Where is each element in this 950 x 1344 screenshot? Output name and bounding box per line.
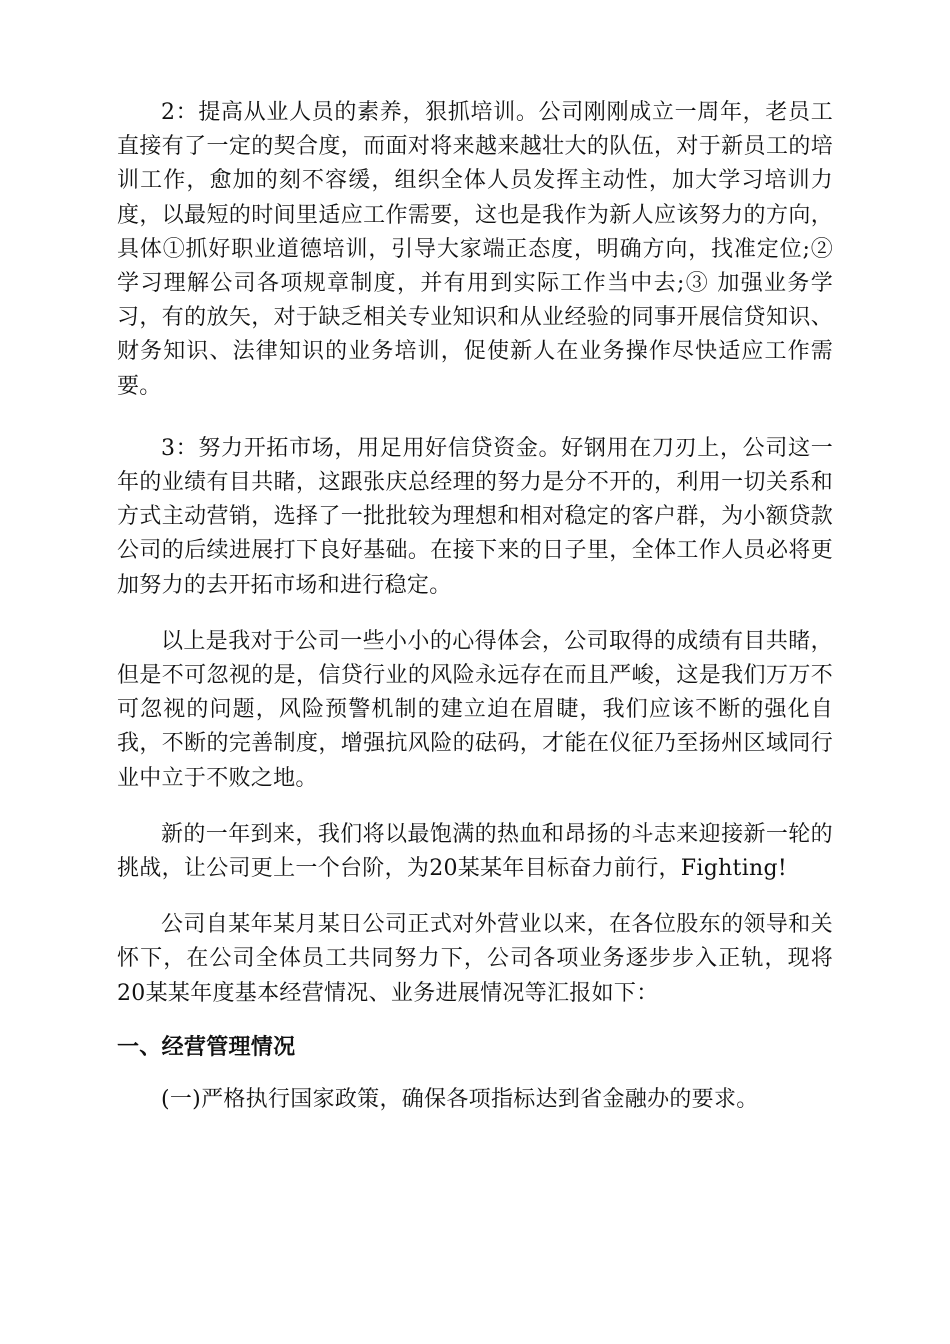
paragraph-market: 3：努力开拓市场，用足用好信贷资金。好钢用在刀刃上，公司这一年的业绩有目共睹，这跟张庆总经理的努力是分不开的，利用一切关系和方式主动营销，选择了一批批较为理想和相对稳定的客户群，为小额贷款公司的后续进展打下良好基础。在接下来的日子里，全体工作人员必将更加努力的去开拓市场和进行稳定。 (117, 435, 833, 598)
subsection-heading: (一)严格执行国家政策，确保各项指标达到省金融办的要求。 (161, 1086, 759, 1112)
paragraph-new-year: 新的一年到来，我们将以最饱满的热血和昂扬的斗志来迎接新一轮的挑战，让公司更上一个台阶，为20某某年目标奋力前行，Fighting! (117, 821, 833, 882)
section-heading: 一、经营管理情况 (117, 1034, 296, 1060)
paragraph-training: 2：提高从业人员的素养，狠抓培训。公司刚刚成立一周年，老员工直接有了一定的契合度，而面对将来越来越壮大的队伍，对于新员工的培训工作，愈加的刻不容缓，组织全体人员发挥主动性，加大学习培训力度，以最短的时间里适应工作需要，这也是我作为新人应该努力的方向，具体①抓好职业道德培训，引导大家端正态度，明确方向，找准定位;②学习理解公司各项规章制度，并有用到实际工作当中去;③ 加强业务学习，有的放矢，对于缺乏相关专业知识和从业经验的同事开展信贷知识、财务知识、法律知识的业务培训，促使新人在业务操作尽快适应工作需要。 (117, 100, 833, 399)
document-page (117, 96, 833, 1117)
paragraph-report-intro: 公司自某年某月某日公司正式对外营业以来，在各位股东的领导和关怀下，在公司全体员工共同努力下，公司各项业务逐步步入正轨，现将20某某年度基本经营情况、业务进展情况等汇报如下： (117, 912, 833, 1006)
paragraph-reflection: 以上是我对于公司一些小小的心得体会，公司取得的成绩有目共睹，但是不可忽视的是，信贷行业的风险永远存在而且严峻，这是我们万万不可忽视的问题，风险预警机制的建立迫在眉睫，我们应该不断的强化自我，不断的完善制度，增强抗风险的砝码，才能在仪征乃至扬州区域同行业中立于不败之地。 (117, 628, 833, 791)
